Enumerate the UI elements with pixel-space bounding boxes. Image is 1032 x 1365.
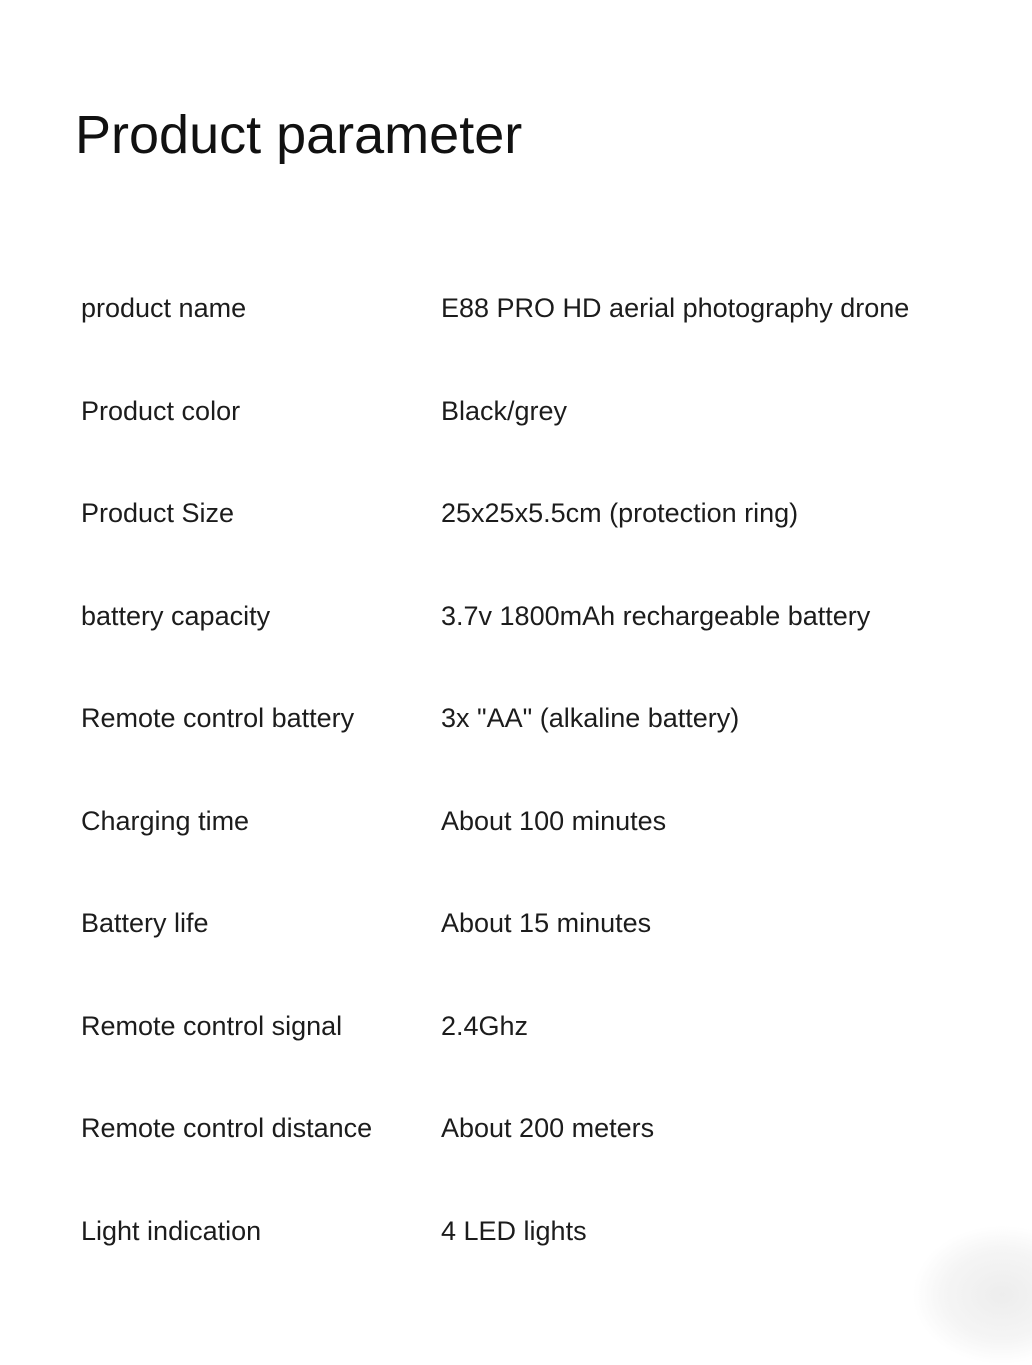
parameter-label: Remote control signal xyxy=(81,1011,343,1041)
parameter-row-light-indication xyxy=(81,1213,1001,1253)
parameter-row-remote-control-distance xyxy=(81,1110,1001,1150)
parameter-value: 3x "AA" (alkaline battery) xyxy=(441,703,740,733)
parameter-label: Product Size xyxy=(81,498,235,528)
parameter-row-charging-time xyxy=(81,803,1001,843)
parameter-label: Remote control distance xyxy=(81,1113,373,1143)
parameter-row-remote-control-battery xyxy=(81,700,1001,740)
parameter-value: 3.7v 1800mAh rechargeable battery xyxy=(441,601,871,631)
parameter-label: Product color xyxy=(81,396,241,426)
parameter-label: Remote control battery xyxy=(81,703,355,733)
parameter-label: Charging time xyxy=(81,806,250,836)
parameter-row-product-color xyxy=(81,393,1001,433)
parameter-value: About 15 minutes xyxy=(441,908,652,938)
parameter-label: battery capacity xyxy=(81,601,271,631)
page-title: Product parameter xyxy=(75,105,523,165)
parameter-row-battery-life xyxy=(81,905,1001,945)
parameter-row-product-size xyxy=(81,495,1001,535)
parameter-value: 2.4Ghz xyxy=(441,1011,529,1041)
parameter-row-product-name xyxy=(81,290,1001,330)
parameter-value: Black/grey xyxy=(441,396,568,426)
parameter-value: About 100 minutes xyxy=(441,806,667,836)
parameter-label: Battery life xyxy=(81,908,209,938)
parameter-row-remote-control-signal xyxy=(81,1008,1001,1048)
parameter-value: 4 LED lights xyxy=(441,1216,587,1246)
parameter-label: Light indication xyxy=(81,1216,262,1246)
parameter-label: product name xyxy=(81,293,247,323)
parameter-value: E88 PRO HD aerial photography drone xyxy=(441,293,910,323)
parameter-value: 25x25x5.5cm (protection ring) xyxy=(441,498,799,528)
parameter-value: About 200 meters xyxy=(441,1113,655,1143)
parameter-row-battery-capacity xyxy=(81,598,1001,638)
